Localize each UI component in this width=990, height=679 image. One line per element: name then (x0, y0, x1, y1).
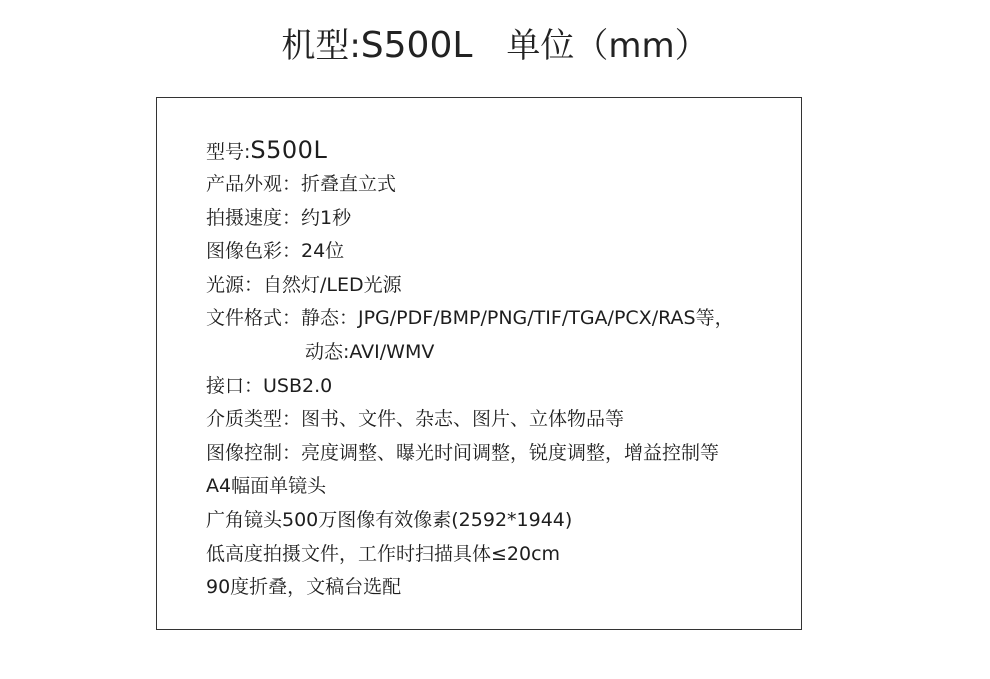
spec-file-formats-dynamic: 动态:AVI/WMV (305, 340, 435, 363)
spec-image-control: 图像控制：亮度调整、曝光时间调整，锐度调整，增益控制等 (206, 441, 720, 464)
spec-model-line (206, 132, 796, 168)
spec-list (206, 132, 796, 605)
spec-capture-speed: 拍摄速度：约1秒 (206, 206, 352, 229)
spec-interface: 接口：USB2.0 (206, 374, 333, 397)
spec-capture-height: 低高度拍摄文件，工作时扫描具体≤20cm (206, 542, 561, 565)
spec-file-formats-static: 文件格式：静态：JPG/PDF/BMP/PNG/TIF/TGA/PCX/RAS等， (206, 307, 734, 330)
spec-lens: A4幅面单镜头 (206, 475, 327, 498)
spec-appearance: 产品外观：折叠直立式 (206, 173, 397, 195)
spec-model-label: 型号: (206, 141, 251, 163)
spec-folding: 90度折叠，文稿台选配 (206, 576, 402, 599)
spec-color-depth: 图像色彩：24位 (206, 240, 345, 263)
page-title (0, 20, 990, 72)
spec-light-source: 光源：自然灯/LED光源 (206, 273, 402, 296)
title-model: S500L (360, 25, 473, 66)
spec-model-value: S500L (250, 136, 328, 164)
spec-media-type: 介质类型：图书、文件、杂志、图片、立体物品等 (206, 408, 625, 431)
spec-box (156, 97, 802, 630)
title-unit: 单位（mm） (506, 26, 709, 66)
title-model-prefix: 机型: (281, 26, 361, 66)
spec-resolution: 广角镜头500万图像有效像素(2592*1944) (206, 508, 573, 531)
